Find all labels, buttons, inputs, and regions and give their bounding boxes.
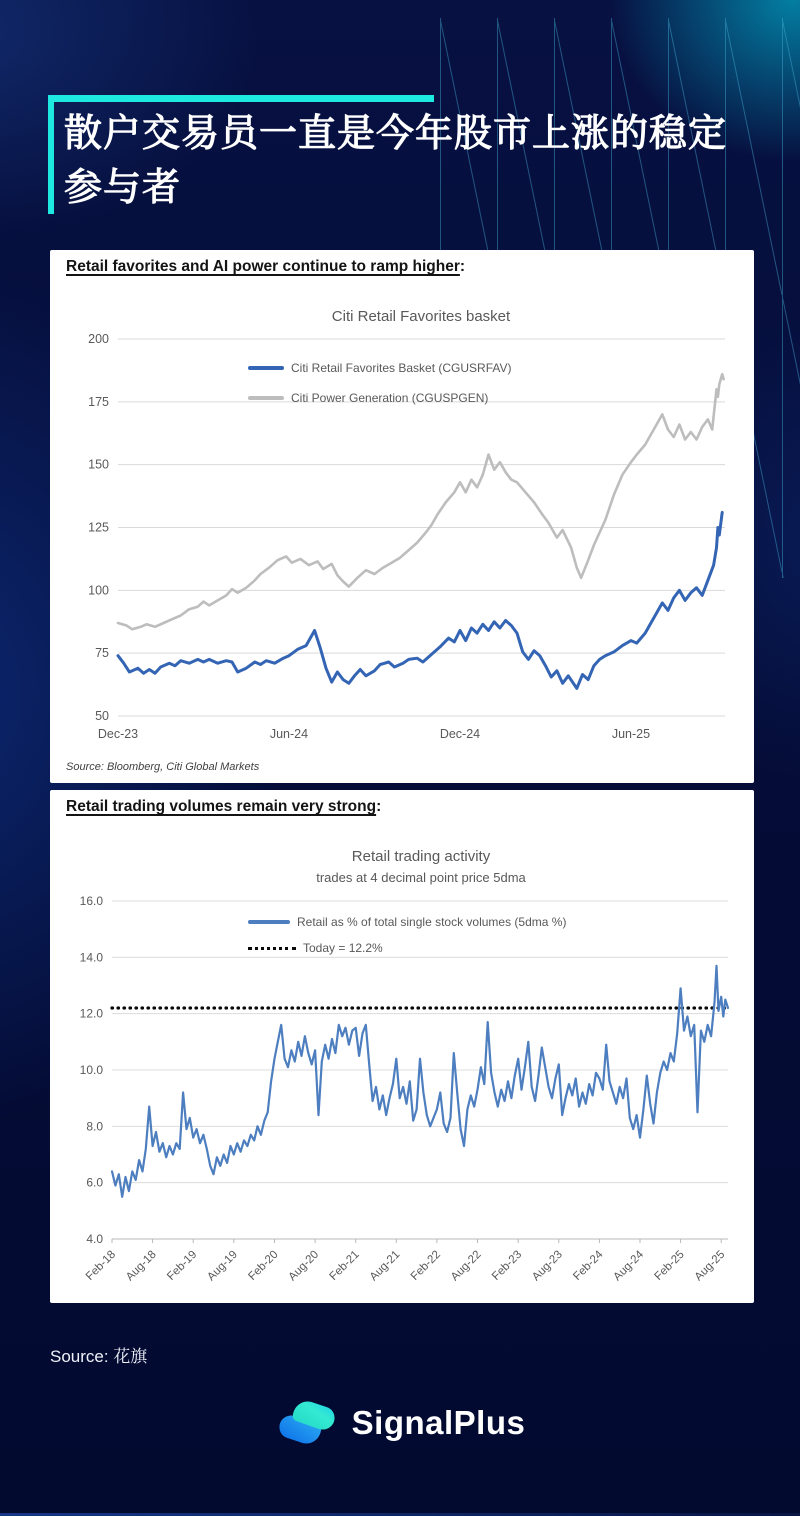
retail-trading-activity-chart bbox=[54, 893, 750, 1303]
chart1-title: Citi Retail Favorites basket bbox=[331, 308, 511, 325]
svg-text:100: 100 bbox=[88, 583, 109, 598]
svg-text:Jun-25: Jun-25 bbox=[611, 727, 651, 741]
chart1-source-note: Source: Bloomberg, Citi Global Markets bbox=[66, 761, 260, 773]
svg-text:Aug-23: Aug-23 bbox=[530, 1248, 565, 1284]
legend-label-retail-volume: Retail as % of total single stock volumes (5dma %) bbox=[297, 915, 567, 929]
svg-text:Jun-24: Jun-24 bbox=[269, 727, 309, 741]
legend-item-today-line bbox=[248, 938, 383, 958]
page-title bbox=[48, 95, 758, 215]
legend-label-retail-basket: Citi Retail Favorites Basket (CGUSRFAV) bbox=[291, 361, 512, 375]
svg-text:Aug-21: Aug-21 bbox=[367, 1248, 403, 1284]
panel2-heading-text: Retail trading volumes remain very strong bbox=[66, 798, 377, 815]
panel1-heading bbox=[66, 258, 465, 276]
panel1-heading-text: Retail favorites and AI power continue to ramp higher bbox=[66, 258, 460, 275]
svg-text:Aug-18: Aug-18 bbox=[124, 1248, 159, 1284]
chart-panel-retail-volumes bbox=[50, 790, 754, 1303]
svg-text:175: 175 bbox=[88, 394, 109, 409]
legend-item-power-generation bbox=[248, 388, 488, 408]
svg-text:150: 150 bbox=[88, 457, 109, 472]
legend-label-today: Today = 12.2% bbox=[303, 941, 383, 955]
panel2-heading bbox=[66, 798, 381, 816]
svg-text:75: 75 bbox=[95, 646, 109, 661]
blue-line-swatch-icon bbox=[248, 920, 290, 924]
svg-text:Feb-25: Feb-25 bbox=[652, 1248, 687, 1283]
legend-item-retail-basket bbox=[248, 358, 512, 378]
signalplus-logo bbox=[0, 1394, 800, 1451]
svg-text:14.0: 14.0 bbox=[79, 950, 103, 965]
blue-line-swatch-icon bbox=[248, 366, 284, 370]
svg-text:Feb-18: Feb-18 bbox=[83, 1248, 119, 1283]
svg-text:Feb-21: Feb-21 bbox=[327, 1248, 362, 1283]
gray-line-swatch-icon bbox=[248, 396, 284, 400]
chart-panel-retail-favorites bbox=[50, 250, 754, 783]
svg-text:8.0: 8.0 bbox=[86, 1119, 103, 1134]
svg-text:4.0: 4.0 bbox=[86, 1232, 103, 1246]
signalplus-logo-text: SignalPlus bbox=[351, 1403, 526, 1441]
panel2-heading-colon: : bbox=[376, 798, 382, 815]
svg-text:Dec-24: Dec-24 bbox=[439, 727, 481, 741]
signalplus-logo-icon bbox=[275, 1394, 339, 1451]
svg-text:Feb-20: Feb-20 bbox=[246, 1248, 281, 1283]
svg-text:6.0: 6.0 bbox=[86, 1175, 103, 1190]
svg-text:50: 50 bbox=[95, 709, 109, 723]
page-title-block bbox=[48, 95, 758, 215]
page-title-line1: 散户交易员一直是今年股市上涨的稳定 bbox=[64, 113, 728, 155]
svg-text:12.0: 12.0 bbox=[79, 1006, 103, 1021]
svg-text:Feb-23: Feb-23 bbox=[490, 1248, 525, 1283]
svg-text:Aug-25: Aug-25 bbox=[692, 1248, 728, 1284]
svg-text:Feb-24: Feb-24 bbox=[571, 1248, 606, 1283]
title-accent-left-bar bbox=[48, 95, 54, 214]
panel1-heading-colon: : bbox=[459, 258, 466, 275]
svg-text:16.0: 16.0 bbox=[79, 894, 103, 908]
svg-text:Aug-24: Aug-24 bbox=[611, 1248, 647, 1284]
svg-text:Aug-19: Aug-19 bbox=[205, 1248, 240, 1284]
dotted-line-swatch-icon bbox=[248, 947, 296, 950]
svg-text:Aug-22: Aug-22 bbox=[448, 1248, 484, 1284]
svg-text:200: 200 bbox=[88, 332, 109, 346]
svg-text:Aug-20: Aug-20 bbox=[286, 1248, 322, 1284]
chart2-subtitle: trades at 4 decimal point price 5dma bbox=[316, 870, 526, 885]
legend-label-power-generation: Citi Power Generation (CGUSPGEN) bbox=[291, 391, 489, 405]
page-source: Source: 花旗 bbox=[50, 1347, 148, 1366]
svg-text:10.0: 10.0 bbox=[79, 1063, 103, 1077]
page-title-line2: 参与者 bbox=[64, 167, 182, 209]
legend-item-retail-volume bbox=[248, 912, 566, 932]
svg-text:Feb-19: Feb-19 bbox=[165, 1248, 200, 1283]
title-accent-top-bar bbox=[48, 95, 434, 102]
chart2-title: Retail trading activity bbox=[351, 848, 491, 865]
svg-text:125: 125 bbox=[88, 520, 109, 535]
svg-text:Dec-23: Dec-23 bbox=[97, 727, 139, 741]
svg-text:Feb-22: Feb-22 bbox=[408, 1248, 444, 1283]
